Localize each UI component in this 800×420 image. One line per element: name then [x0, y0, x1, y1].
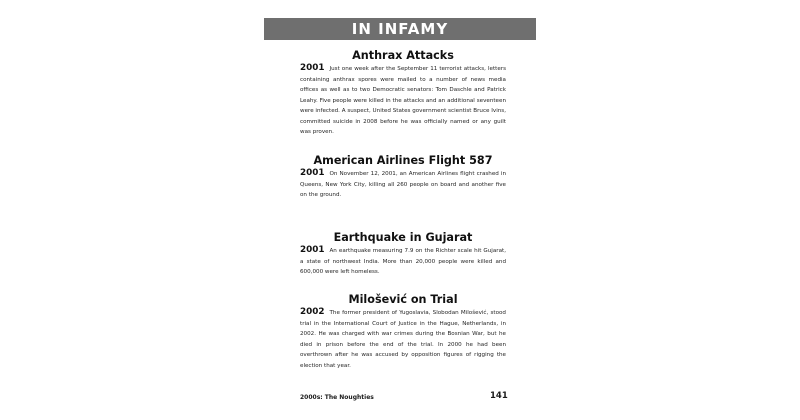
- section-banner: [264, 18, 536, 40]
- article-earthquake-in-gujarat: [300, 231, 506, 278]
- article-body: [300, 245, 506, 278]
- article-body: [300, 307, 506, 371]
- section-title: IN INFAMY: [351, 20, 449, 38]
- article-heading: American Airlines Flight 587: [313, 154, 493, 167]
- article-anthrax-attacks: [300, 49, 506, 138]
- article-year: 2002: [300, 307, 325, 317]
- article-text: On November 12, 2001, an American Airlines flight crashed in Queens, New York City, killing all 260 people on board and another five on the ground.: [300, 171, 506, 198]
- article-body: [300, 63, 506, 138]
- article-milosevic-on-trial: [300, 293, 506, 371]
- article-year: 2001: [300, 245, 325, 255]
- article-heading: Earthquake in Gujarat: [333, 231, 473, 244]
- running-footer-section: 2000s: The Noughties: [300, 394, 374, 401]
- page-number: 141: [490, 391, 508, 401]
- article-text: An earthquake measuring 7.9 on the Richter scale hit Gujarat, a state of northwest India. More than 20,000 people were killed and 600,000 were left homeless.: [300, 248, 506, 275]
- article-heading: Milošević on Trial: [348, 293, 458, 306]
- article-american-airlines-flight-587: [300, 154, 506, 201]
- article-year: 2001: [300, 63, 325, 73]
- book-page: [264, 18, 536, 410]
- article-text: Just one week after the September 11 terrorist attacks, letters containing anthrax spores were mailed to a number of news media offices as well as to two Democratic senators: Tom Daschle and Patrick Leahy. Five people were killed in the attacks and an additional seventeen were infected. A suspect, United States government scientist Bruce Ivins, committed suicide in 2008 before he was officially named or any guilt was proven.: [300, 66, 506, 135]
- article-text: The former president of Yugoslavia, Slobodan Milošević, stood trial in the International Court of Justice in the Hague, Netherlands, in 2002. He was charged with war crimes during the Bosnian War, but he died in prison before the end of the trial. In 2000 he had been overthrown after he was accused by opposition figures of rigging the election that year.: [300, 310, 506, 369]
- article-heading: Anthrax Attacks: [352, 49, 454, 62]
- article-year: 2001: [300, 168, 325, 178]
- article-body: [300, 168, 506, 201]
